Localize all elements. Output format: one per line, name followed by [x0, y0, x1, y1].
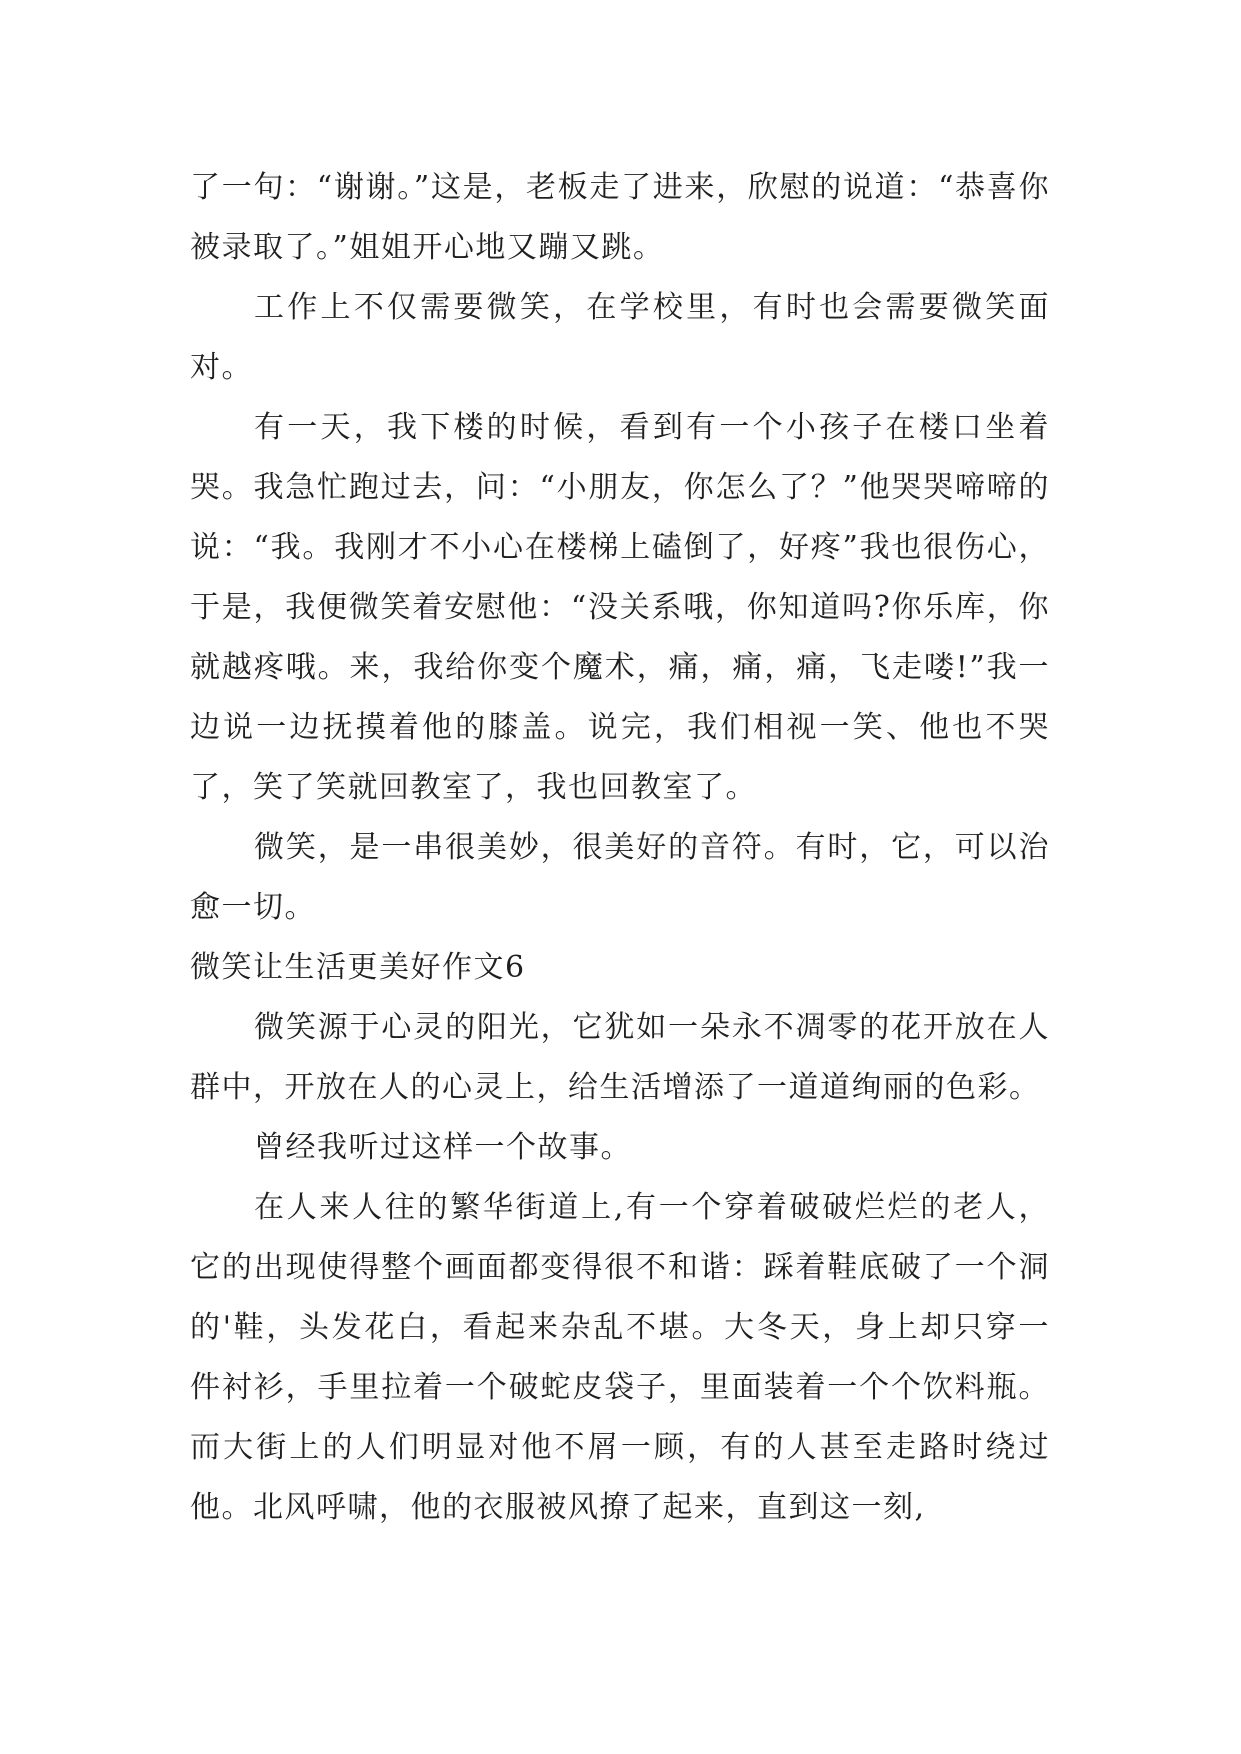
paragraph-work-smile: 工作上不仅需要微笑，在学校里，有时也会需要微笑面对。 — [190, 290, 1050, 385]
document-body — [190, 158, 1050, 1538]
paragraph-old-man-story: 在人来人往的繁华街道上,有一个穿着破破烂烂的老人，它的出现使得整个画面都变得很不和谐：踩着鞋底破了一个洞的'鞋，头发花白，看起来杂乱不堪。大冬天，身上却只穿一件衬衫，手里拉着一个破蛇皮袋子，里面装着一个个饮料瓶。而大街上的人们明显对他不屑一顾，有的人甚至走路时绕过他。北风呼啸，他的衣服被风撩了起来，直到这一刻, — [190, 1190, 1050, 1525]
paragraph-child-story: 有一天，我下楼的时候，看到有一个小孩子在楼口坐着哭。我急忙跑过去，问：“小朋友，你怎么了？”他哭哭啼啼的说：“我。我刚才不小心在楼梯上磕倒了，好疼”我也很伤心，于是，我便微笑着安慰他：“没关系哦，你知道吗?你乐库，你就越疼哦。来，我给你变个魔术，痛，痛，痛，飞走喽!”我一边说一边抚摸着他的膝盖。说完，我们相视一笑、他也不哭了，笑了笑就回教室了，我也回教室了。 — [190, 410, 1050, 805]
paragraph-smile-note: 微笑，是一串很美妙，很美好的音符。有时，它，可以治愈一切。 — [190, 830, 1050, 925]
essay-heading: 微笑让生活更美好作文6 — [190, 950, 526, 985]
paragraph-continuation: 了一句：“谢谢。”这是，老板走了进来，欣慰的说道：“恭喜你被录取了。”姐姐开心地又蹦又跳。 — [190, 170, 1050, 265]
paragraph-smile-origin: 微笑源于心灵的阳光，它犹如一朵永不凋零的花开放在人群中，开放在人的心灵上，给生活增添了一道道绚丽的色彩。 — [190, 1010, 1050, 1105]
paragraph-story-intro: 曾经我听过这样一个故事。 — [254, 1130, 632, 1165]
